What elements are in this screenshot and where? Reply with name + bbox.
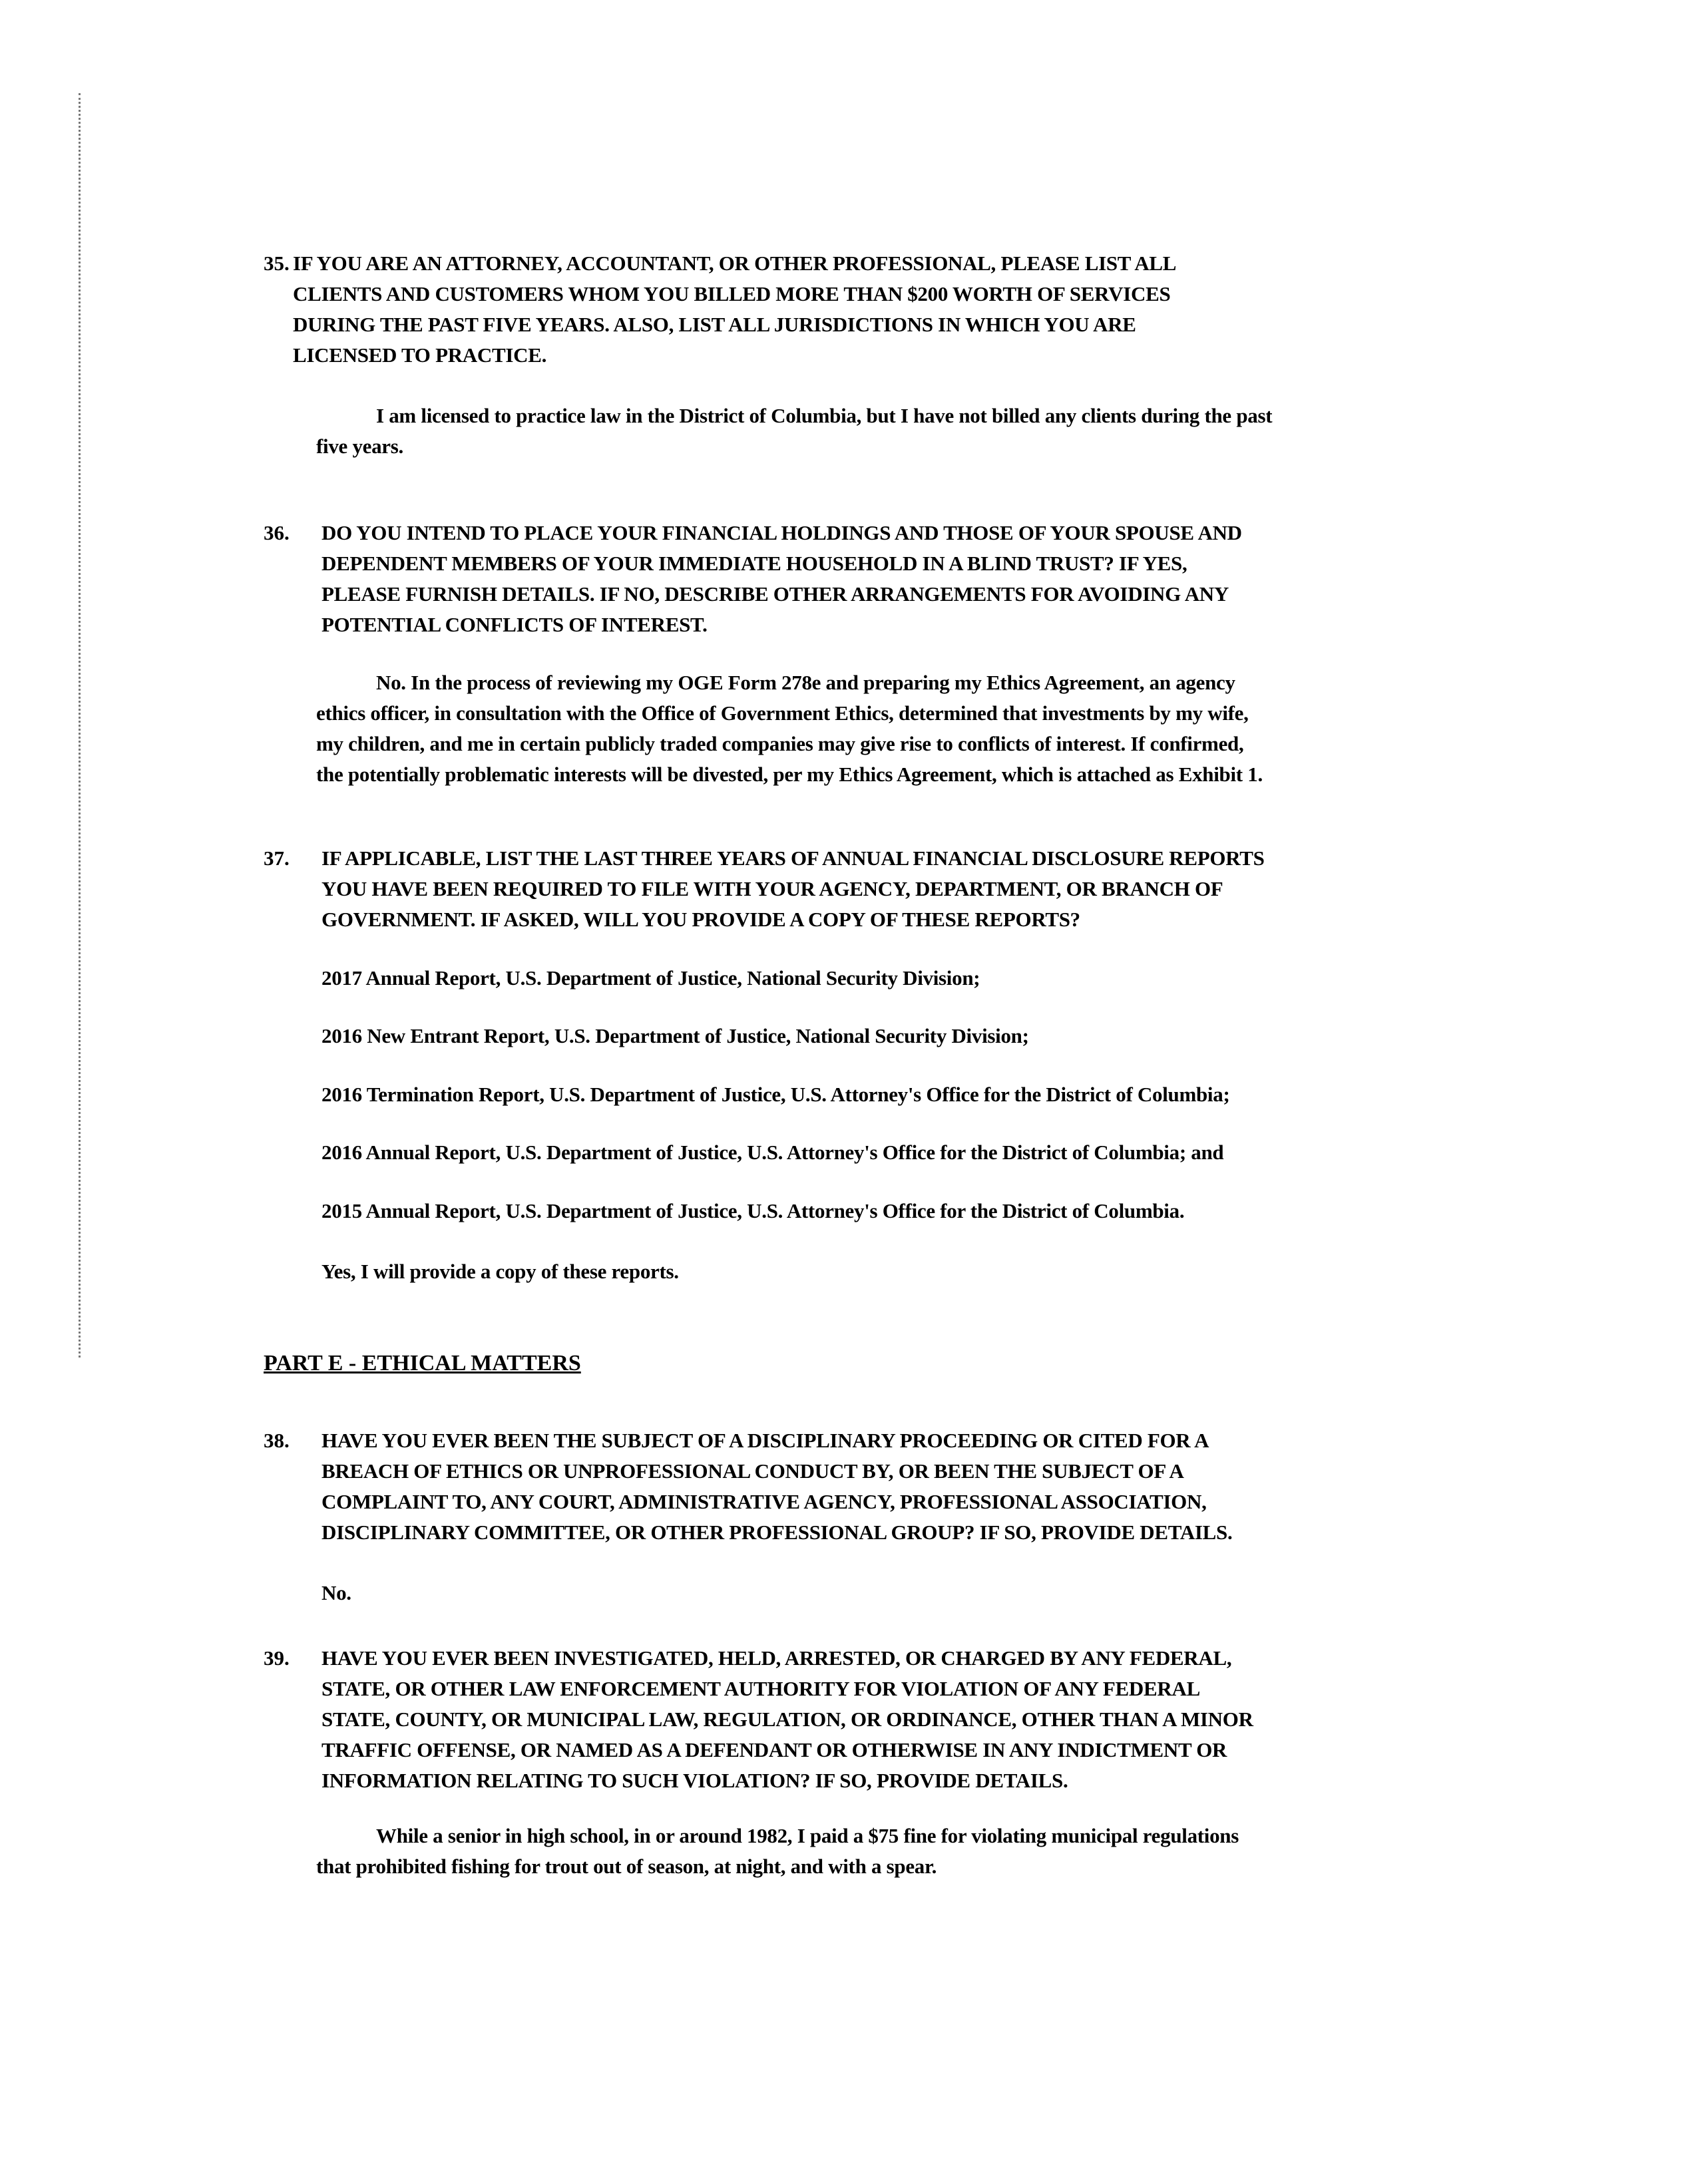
question-number: 35. [264,252,290,275]
report-item: 2015 Annual Report, U.S. Department of Justice, U.S. Attorney's Office for the District of Columbia. [321,1199,1185,1222]
section-heading-part-e: PART E - ETHICAL MATTERS [264,1351,581,1375]
question-line: IF APPLICABLE, LIST THE LAST THREE YEARS OF ANNUAL FINANCIAL DISCLOSURE REPORTS [321,846,1265,870]
question-line: BREACH OF ETHICS OR UNPROFESSIONAL CONDUCT BY, OR BEEN THE SUBJECT OF A [321,1459,1184,1483]
question-line: POTENTIAL CONFLICTS OF INTEREST. [321,613,708,636]
question-line: DO YOU INTEND TO PLACE YOUR FINANCIAL HOLDINGS AND THOSE OF YOUR SPOUSE AND [321,521,1242,544]
question-number: 39. [264,1646,290,1670]
question-number: 38. [264,1429,290,1452]
question-line: HAVE YOU EVER BEEN INVESTIGATED, HELD, ARRESTED, OR CHARGED BY ANY FEDERAL, [321,1646,1232,1670]
question-line: STATE, OR OTHER LAW ENFORCEMENT AUTHORITY FOR VIOLATION OF ANY FEDERAL [321,1677,1200,1700]
question-line: COMPLAINT TO, ANY COURT, ADMINISTRATIVE AGENCY, PROFESSIONAL ASSOCIATION, [321,1490,1207,1513]
question-number: 37. [264,846,290,870]
question-line: DISCIPLINARY COMMITTEE, OR OTHER PROFESSIONAL GROUP? IF SO, PROVIDE DETAILS. [321,1521,1233,1544]
answer-line: While a senior in high school, in or around 1982, I paid a $75 fine for violating municipal regulations [376,1824,1239,1847]
answer-36 [316,667,1448,790]
answer-line: that prohibited fishing for trout out of season, at night, and with a spear. [316,1855,937,1878]
report-item: 2016 Termination Report, U.S. Department of Justice, U.S. Attorney's Office for the District of Columbia; [321,1083,1230,1106]
question-line: STATE, COUNTY, OR MUNICIPAL LAW, REGULATION, OR ORDINANCE, OTHER THAN A MINOR [321,1708,1253,1731]
question-36-text [321,518,1440,640]
report-item: 2016 New Entrant Report, U.S. Department of Justice, National Security Division; [321,1024,1029,1047]
question-number: 36. [264,521,290,544]
question-line: HAVE YOU EVER BEEN THE SUBJECT OF A DISCIPLINARY PROCEEDING OR CITED FOR A [321,1429,1209,1452]
report-item: 2017 Annual Report, U.S. Department of Justice, National Security Division; [321,966,980,990]
answer-line: my children, and me in certain publicly traded companies may give rise to conflicts of interest. If confirmed, [316,732,1244,755]
answer-38: No. [321,1581,351,1604]
answer-line: No. In the process of reviewing my OGE Form 278e and preparing my Ethics Agreement, an agency [376,671,1235,694]
answer-37: Yes, I will provide a copy of these reports. [321,1260,679,1283]
answer-line: I am licensed to practice law in the District of Columbia, but I have not billed any clients during the past [376,404,1273,427]
question-37-text [321,843,1440,935]
report-item: 2016 Annual Report, U.S. Department of Justice, U.S. Attorney's Office for the District of Columbia; and [321,1141,1224,1164]
question-line: TRAFFIC OFFENSE, OR NAMED AS A DEFENDANT OR OTHERWISE IN ANY INDICTMENT OR [321,1738,1227,1761]
answer-39 [316,1821,1448,1882]
question-line: PLEASE FURNISH DETAILS. IF NO, DESCRIBE OTHER ARRANGEMENTS FOR AVOIDING ANY [321,582,1229,606]
question-39-text [321,1643,1440,1796]
answer-line: five years. [316,435,403,458]
answer-35 [316,401,1448,462]
question-line: LICENSED TO PRACTICE. [293,343,547,367]
question-38-text [321,1425,1440,1548]
question-line: INFORMATION RELATING TO SUCH VIOLATION? IF SO, PROVIDE DETAILS. [321,1769,1068,1792]
question-line: GOVERNMENT. IF ASKED, WILL YOU PROVIDE A COPY OF THESE REPORTS? [321,908,1080,931]
question-line: DURING THE PAST FIVE YEARS. ALSO, LIST ALL JURISDICTIONS IN WHICH YOU ARE [293,313,1136,336]
question-35-text [293,248,1176,371]
scan-margin-artifact [79,93,81,1358]
answer-line: ethics officer, in consultation with the Office of Government Ethics, determined that investments by my wife, [316,701,1249,725]
question-line: IF YOU ARE AN ATTORNEY, ACCOUNTANT, OR OTHER PROFESSIONAL, PLEASE LIST ALL [293,252,1177,275]
question-line: CLIENTS AND CUSTOMERS WHOM YOU BILLED MORE THAN $200 WORTH OF SERVICES [293,282,1171,305]
question-line: DEPENDENT MEMBERS OF YOUR IMMEDIATE HOUSEHOLD IN A BLIND TRUST? IF YES, [321,552,1187,575]
question-line: YOU HAVE BEEN REQUIRED TO FILE WITH YOUR AGENCY, DEPARTMENT, OR BRANCH OF [321,877,1223,900]
answer-line: the potentially problematic interests will be divested, per my Ethics Agreement, which is attached as Exhibit 1. [316,763,1263,786]
